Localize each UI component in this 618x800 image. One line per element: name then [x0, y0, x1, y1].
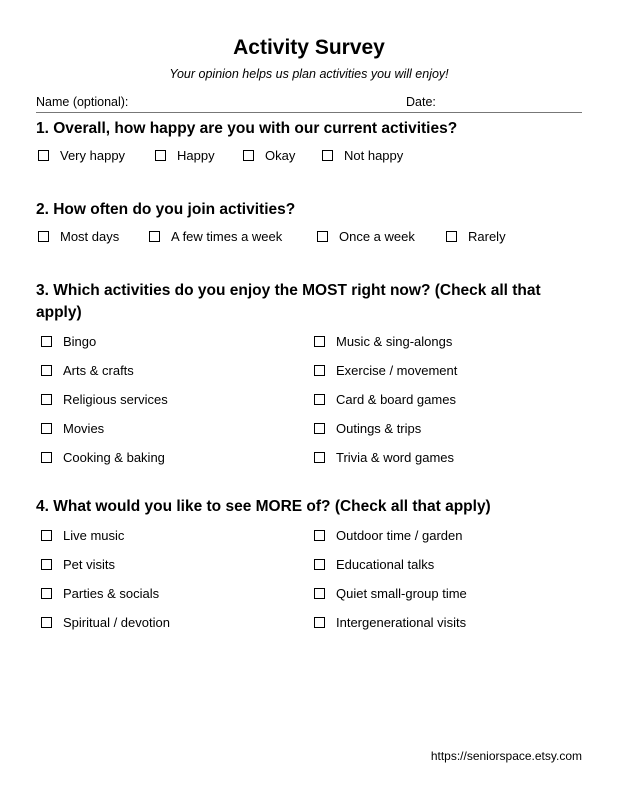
option-label: Arts & crafts: [63, 363, 134, 378]
checkbox[interactable]: [243, 150, 254, 161]
checkbox[interactable]: [41, 588, 52, 599]
checkbox[interactable]: [314, 394, 325, 405]
name-field-label: Name (optional):: [36, 95, 129, 109]
checkbox[interactable]: [322, 150, 333, 161]
option-card-board-games[interactable]: [314, 392, 456, 407]
option-rarely[interactable]: [446, 229, 506, 244]
option-label: Outings & trips: [336, 421, 422, 436]
option-most-days[interactable]: [38, 229, 119, 244]
survey-title: Activity Survey: [233, 36, 385, 59]
option-once-week[interactable]: [317, 229, 415, 244]
option-very-happy[interactable]: [38, 148, 125, 163]
checkbox[interactable]: [38, 231, 49, 242]
option-outdoor-garden[interactable]: [314, 528, 462, 543]
option-label: Movies: [63, 421, 105, 436]
question-3: 3. Which activities do you enjoy the MOST right now? (Check all that apply): [36, 282, 541, 321]
question-1: 1. Overall, how happy are you with our current activities?: [36, 120, 458, 137]
option-label: Pet visits: [63, 557, 116, 572]
option-label: Happy: [177, 148, 215, 163]
option-label: Trivia & word games: [336, 450, 454, 465]
option-label: Spiritual / devotion: [63, 615, 170, 630]
option-label: Quiet small-group time: [336, 586, 467, 601]
option-label: Very happy: [60, 148, 126, 163]
option-label: Not happy: [344, 148, 404, 163]
option-happy[interactable]: [155, 148, 215, 163]
checkbox[interactable]: [41, 423, 52, 434]
option-exercise-movement[interactable]: [314, 363, 457, 378]
option-label: Religious services: [63, 392, 168, 407]
option-label: A few times a week: [171, 229, 283, 244]
option-label: Okay: [265, 148, 296, 163]
option-trivia-word-games[interactable]: [314, 450, 454, 465]
name-date-line[interactable]: [36, 112, 582, 113]
option-label: Intergenerational visits: [336, 615, 467, 630]
option-label: Exercise / movement: [336, 363, 458, 378]
checkbox[interactable]: [38, 150, 49, 161]
checkbox[interactable]: [314, 423, 325, 434]
option-parties-socials[interactable]: [41, 586, 159, 601]
option-pet-visits[interactable]: [41, 557, 115, 572]
option-label: Music & sing-alongs: [336, 334, 453, 349]
checkbox[interactable]: [155, 150, 166, 161]
checkbox[interactable]: [149, 231, 160, 242]
option-intergenerational-visits[interactable]: [314, 615, 466, 630]
option-arts-crafts[interactable]: [41, 363, 134, 378]
checkbox[interactable]: [314, 559, 325, 570]
option-educational-talks[interactable]: [314, 557, 434, 572]
checkbox[interactable]: [314, 336, 325, 347]
option-label: Parties & socials: [63, 586, 160, 601]
option-movies[interactable]: [41, 421, 104, 436]
checkbox[interactable]: [41, 365, 52, 376]
option-few-times-week[interactable]: [149, 229, 282, 244]
option-label: Rarely: [468, 229, 506, 244]
checkbox[interactable]: [314, 365, 325, 376]
option-outings-trips[interactable]: [314, 421, 421, 436]
option-music-singalongs[interactable]: [314, 334, 452, 349]
option-live-music[interactable]: [41, 528, 124, 543]
option-okay[interactable]: [243, 148, 295, 163]
checkbox[interactable]: [446, 231, 457, 242]
date-field-label: Date:: [406, 95, 436, 109]
option-quiet-small-group[interactable]: [314, 586, 467, 601]
option-not-happy[interactable]: [322, 148, 403, 163]
option-label: Card & board games: [336, 392, 456, 407]
option-bingo[interactable]: [41, 334, 96, 349]
option-label: Cooking & baking: [63, 450, 165, 465]
option-cooking-baking[interactable]: [41, 450, 165, 465]
checkbox[interactable]: [41, 559, 52, 570]
checkbox[interactable]: [41, 530, 52, 541]
survey-subtitle: Your opinion helps us plan activities you will enjoy!: [169, 67, 449, 81]
option-religious-services[interactable]: [41, 392, 168, 407]
option-label: Most days: [60, 229, 120, 244]
checkbox[interactable]: [41, 617, 52, 628]
option-label: Once a week: [339, 229, 415, 244]
question-2: 2. How often do you join activities?: [36, 201, 296, 218]
checkbox[interactable]: [41, 452, 52, 463]
checkbox[interactable]: [317, 231, 328, 242]
checkbox[interactable]: [314, 588, 325, 599]
footer-url: https://seniorspace.etsy.com: [430, 749, 582, 763]
checkbox[interactable]: [314, 530, 325, 541]
option-spiritual-devotion[interactable]: [41, 615, 170, 630]
checkbox[interactable]: [41, 394, 52, 405]
checkbox[interactable]: [314, 452, 325, 463]
option-label: Bingo: [63, 334, 97, 349]
option-label: Educational talks: [336, 557, 435, 572]
option-label: Outdoor time / garden: [336, 528, 463, 543]
checkbox[interactable]: [41, 336, 52, 347]
checkbox[interactable]: [314, 617, 325, 628]
question-4: 4. What would you like to see MORE of? (Check all that apply): [36, 498, 491, 515]
option-label: Live music: [63, 528, 125, 543]
